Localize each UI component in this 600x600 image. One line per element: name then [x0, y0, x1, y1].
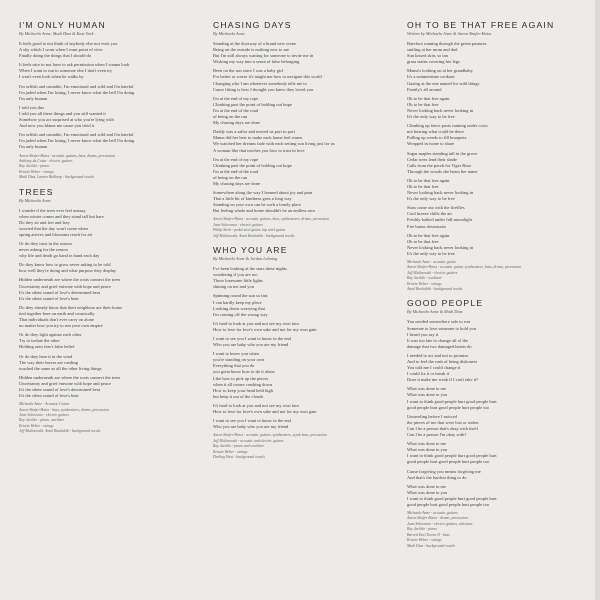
lyric-line: I'm at the end of my rope [213, 95, 259, 101]
lyric-line: I'm at the end of the road [213, 168, 259, 174]
lyric-line: It's the silent sound of love's determined beat [19, 386, 100, 392]
lyric-line: For better or worse it's taught me how to navigate this world [213, 74, 322, 80]
lyric-line: Or do they trust in the season [19, 241, 72, 246]
lyric-line: Mama did her best to make each home feel warm [213, 135, 302, 141]
lyric-line: I won't even look when he walks by [19, 74, 84, 80]
lyric-line: never asking for the reason [19, 247, 68, 253]
stanza [213, 321, 397, 333]
lyric-line: Oh to be that free again [407, 177, 450, 183]
lyric-line: I wonder if the trees ever feel uneasy [19, 207, 86, 213]
lyric-line: when it all comes crashing down [213, 381, 273, 387]
column-left [19, 14, 203, 440]
lyric-line: I want to know you when [213, 351, 259, 357]
lyric-line: Calls from the porch for Tiger Rose [407, 162, 472, 168]
credit-line: Amal Bouhabib - background vocals [407, 287, 463, 292]
lyric-line: Spinning round the sun so fast [213, 293, 268, 299]
column-middle [213, 14, 397, 465]
lyric-line: Can I be a person that's okay with itself [407, 425, 479, 431]
lyric-line: It's hard to look at you and not see my own face [213, 402, 300, 408]
stanza [407, 441, 591, 465]
credit-line: Ray Jacildo - piano, wurlitzer [19, 418, 65, 423]
lyric-line: the pieces of me that were lost or stolen [407, 419, 479, 425]
lyric-line: What was done to you [407, 392, 448, 398]
lyric-line: Wrapped in twine to share [407, 141, 455, 147]
credit-line: Philip Sterk - pedal steel guitar, lap steel guitar [213, 228, 286, 233]
lyric-line: Cool breeze chills the air [407, 211, 452, 217]
lyric-line: Never looking back never looking in [407, 107, 474, 113]
lyric-line: how well they're doing and what purpose they display [19, 268, 117, 274]
lyric-line: It's the silent sound of love's beat [19, 393, 79, 399]
lyric-line: Cause fitting is how I thought you knew they loved you [213, 86, 314, 92]
lyric-line: Daddy was a sailor and moved us port to port [213, 129, 295, 135]
lyric-line: Climbing past the point of holding out hope [213, 101, 292, 107]
lyric-line: I want to think good people hurt good people hurt [407, 398, 497, 404]
credit-line: Jeff Malinowski, Amal Bouhabib - background vocals [213, 233, 295, 238]
lyric-line: When I want to run to someone else I don't even try [19, 68, 113, 74]
stanza [407, 414, 591, 438]
musician-credits [19, 402, 203, 434]
stanza [213, 190, 397, 214]
musician-credits [19, 154, 203, 181]
lyric-line: Do they sit and fret and fray [19, 219, 70, 225]
credit-line: Kristin Weber - strings [19, 169, 54, 174]
lyric-line: I needed to act and not to promise [407, 352, 469, 358]
credit-line: Madi Diaz - background vocals [407, 543, 455, 548]
lyric-line: but keep it out of the clouds [213, 393, 264, 399]
lyric-line: Through the woods she hears her name [407, 168, 478, 174]
lyric-line: I'm only human [19, 144, 48, 150]
credit-line: Kristin Weber - strings [213, 449, 248, 454]
lyric-line: Been on the run since I was a baby girl [213, 68, 284, 74]
lyric-line: But I'm still always waiting for someone to invite me in [213, 53, 314, 59]
lyric-line: Everything that you do [213, 363, 255, 369]
musician-credits [407, 511, 591, 549]
page-edge [595, 0, 600, 600]
credit-line: Jeff Malinowski - acoustic and electric guitars [213, 438, 284, 443]
lyric-line: What was done to me [407, 386, 446, 392]
lyric-line: How to keep your head held high [213, 387, 273, 393]
stanza [407, 319, 591, 349]
lyric-line: Fire burns downstairs [407, 223, 446, 229]
lyric-line: Climbing past the point of holding out hope [213, 162, 292, 168]
stanza [19, 41, 203, 59]
lyric-line: It's the only way to be free [407, 114, 455, 120]
credit-line: Aaron Shafer-Haiss - acoustic guitar, synthesizers, bass, drums, percussion [407, 265, 522, 270]
lyric-line: Mama's looking on at her grandbaby [407, 68, 473, 74]
lyric-line: That a little bit of kindness goes a long way [213, 196, 292, 202]
credit-line: Juan Solorzano - electric guitars [213, 222, 263, 227]
stanza [213, 157, 397, 187]
credit-line: Ray Jacildo - piano [407, 527, 437, 532]
stanza [213, 293, 397, 317]
lyric-line: Those lonesome little lights [213, 278, 263, 284]
credit-line: Michaela Anne - acoustic guitars [407, 511, 458, 516]
lyric-line: Like how to pick up the pieces [213, 375, 269, 381]
lyric-line: But feeling whole and home shouldn't be an endless race [213, 208, 316, 214]
lyric-line: I want to see you I want to know in the end [213, 336, 291, 341]
stanza [213, 41, 397, 65]
lyric-line: I'm coming off the wrong way [213, 311, 268, 317]
lyric-line: I told you this [19, 104, 45, 110]
credit-line: Kristin Weber - strings [407, 281, 442, 286]
lyric-line: It's the only way to be free [407, 250, 455, 256]
lyric-line: What was done to you [407, 489, 448, 495]
lyric-line: I'm selfish and unstable, I'm emotional and wild and I'm hateful [19, 83, 134, 89]
lyric-line: Who you are baby who you are my friend [213, 424, 289, 430]
lyric-line: I'm at the end of the road [213, 107, 259, 113]
lyric-line: And to feel the rush of being dishonest [407, 359, 477, 364]
lyric-line: smiling at her mom and dad [407, 47, 458, 53]
stanza [19, 105, 203, 129]
lyric-line: It was too late to change all of the [407, 337, 468, 343]
lyric-line: What was done to me [407, 483, 446, 489]
stanza [19, 62, 203, 80]
song-title: WHO YOU ARE [213, 245, 288, 256]
credit-line: Ray Jacildo - piano and wurlitzer [213, 444, 265, 449]
lyric-line: no matter how you try to run your own empire [19, 323, 103, 329]
musician-credits [213, 433, 397, 460]
lyric-line: Looking down worrying that [213, 305, 265, 311]
lyric-line: Hidden underneath are where the roots connect the trees [19, 277, 121, 283]
lyric-line: Wishing my way into a sense of false belonging [213, 59, 300, 65]
lyric-line: I'm jaded when I'm losing, I never know what the hell I'm doing [19, 89, 135, 95]
lyric-line: Barefoot running through the green pastures [407, 41, 487, 46]
song-credits-authors: By Michaela Anne, Madi Diaz & Kate York [19, 31, 94, 36]
song-title: CHASING DAYS [213, 20, 292, 30]
stanza [407, 233, 591, 257]
credit-line: Jeff Malinowski - electric guitars [407, 270, 458, 275]
lyric-line: It's hard to look at you and not see my own face [213, 320, 300, 326]
lyric-line: We watched her dreams fade with each setting sun living just for us [213, 141, 335, 147]
credit-line: Aaron Shafer-Haiss - acoustic guitars, synthesizers, synth bass, percussion [213, 433, 327, 438]
song-title: OH TO BE THAT FREE AGAIN [407, 20, 555, 30]
lyric-line: Pulling up weeds to fill bouquets [407, 135, 467, 141]
lyric-line: Freshly bathed under full moonlight [407, 217, 472, 223]
stanza [407, 123, 591, 147]
lyric-line: of being on the run [213, 174, 248, 180]
lyric-line: I told you all these things and you still wanted it [19, 110, 106, 116]
lyric-line: How to love for love's own sake and not for my own gain [213, 326, 317, 332]
lyric-line: It's a summertime cookout [407, 74, 455, 80]
credit-line: Madi Diaz, Lauren Balthrop - background vocals [19, 175, 94, 180]
credit-line: Kristin Weber - strings [407, 538, 442, 543]
song-credits-authors: By Michaela Anne & Jordan Lehning [213, 256, 278, 262]
lyric-line: The way their leaves are rustling [19, 359, 78, 365]
lyric-line: Unraveling before I noticed [407, 413, 457, 419]
lyric-line: Who you are baby who you are my friend [213, 342, 289, 348]
lyric-line: Standing on your own can be such a lonely place [213, 202, 302, 208]
lyric-line: Sugar maples standing tall in the grove [407, 150, 478, 156]
song-block [407, 20, 591, 292]
song-block [213, 245, 397, 460]
lyric-line: when winter comes and they stand tall but bare [19, 213, 104, 219]
stanza [407, 484, 591, 508]
stanza [19, 375, 203, 399]
lyric-line: Oh to be that free [407, 183, 439, 189]
song-title: GOOD PEOPLE [407, 298, 484, 309]
lyric-line: I can hardly keep my place [213, 299, 262, 305]
lyric-line: My chasing days are done [213, 180, 260, 186]
credit-line: Michaela Anne - acoustic guitar [407, 260, 457, 264]
stanza [407, 41, 591, 65]
song-credits-authors: By Michaela Anne [213, 31, 245, 36]
credit-line: Kristin Weber - strings [19, 423, 54, 428]
lyric-line: My chasing days are done [213, 120, 260, 126]
song-credits-authors: By Michaela Anne & Madi Diaz [407, 309, 463, 315]
lyric-line: That individuals don't ever carry on alone [19, 317, 95, 323]
lyric-line: And that's the hardest thing to do [407, 474, 467, 480]
lyric-line: I could fix it or break it [407, 371, 449, 377]
stanza [407, 151, 591, 175]
lyric-line: Being on the outside is nothing new to me [213, 47, 289, 53]
lyric-line: Do they know how to grow never asking to be told [19, 262, 111, 268]
stanza [19, 262, 203, 274]
lyric-line: Cedar trees lend their shade [407, 156, 457, 162]
lyric-line: Oh to be that free again [407, 95, 450, 101]
lyric-line: Somehow you act surprised at who you're lying with [19, 117, 114, 123]
song-block [407, 298, 591, 548]
column-right [407, 14, 591, 554]
lyric-line: Uncertainty and grief entwine with hope and peace [19, 283, 111, 289]
credit-line: Jeff Malinowski, Amal Bouhabib - background vocals [19, 429, 101, 434]
lyric-line: Oh to be that free [407, 238, 439, 244]
lyric-line: And now you blame me cause you tried it [19, 123, 95, 129]
credit-line: Juan Solorzano - electric guitars [19, 412, 69, 417]
song-credits-authors: Written by Michaela Anne & Aaron Shafer-Haiss [407, 31, 492, 36]
stanza [407, 96, 591, 120]
lyric-line: shining on me and you [213, 284, 254, 290]
lyric-line: Somewhere along the way I learned about joy and pain [213, 190, 313, 196]
lyric-line: What was done to me [407, 441, 446, 447]
credit-line: Darling West - background vocals [213, 454, 265, 459]
stanza [19, 132, 203, 150]
credit-line: Aaron Shafer-Haiss - drums, percussion [407, 516, 468, 521]
lyric-line: Does it make me weak if I can't take it? [407, 377, 479, 383]
credit-line: Juan Solorzano - electric guitars, sidewaze [407, 521, 473, 526]
stanza [19, 84, 203, 102]
stanza [19, 241, 203, 259]
lyric-line: Do they already know that their neighbors are their home [19, 304, 123, 310]
stanza [19, 332, 203, 350]
lyric-line: why life and death go hand in hand each day [19, 253, 100, 259]
lyric-line: good people hurt good people hurt people too [407, 501, 490, 507]
lyric-line: I'm only human [19, 95, 48, 101]
lyric-line: touched the same as all the other living things [19, 365, 102, 371]
stanza [19, 277, 203, 301]
stanza [213, 403, 397, 415]
stanza [213, 68, 397, 92]
lyric-line: I want to see you I want to know in the end [213, 418, 291, 424]
lyric-line: Uncertainty and grief entwine with hope and peace [19, 380, 111, 386]
credit-line: Michaela Anne - Acoustic Guitar [19, 402, 70, 407]
stanza [213, 266, 397, 290]
lyric-line: I want to think good people hurt good people hurt [407, 495, 497, 501]
lyric-line: Changing who I am whenever somebody tells me to [213, 80, 307, 86]
lyric-line: wondering if you are too [213, 272, 258, 278]
lyric-line: Climbing up fence posts running under cows [407, 123, 488, 129]
lyric-line: It feels nice to not have to ask permission when I wanna look [19, 62, 130, 68]
lyric-line: I'm jaded when I'm losing, I never know what the hell I'm doing [19, 138, 135, 144]
lyric-line: Or do they fight against each other [19, 332, 82, 338]
song-title: TREES [19, 186, 54, 197]
lyric-line: Gazing at the one named for wild things [407, 80, 480, 86]
lyric-line: A sky which I wont when I want point of view [19, 47, 103, 53]
credit-line: Aaron Shafer-Haiss - acoustic guitars, bass, synthesizers, drums, percussion [213, 217, 330, 222]
lyric-line: spring arrives and blossoms reach for air [19, 231, 93, 237]
credit-line: Aaron Shafer-Haiss - bass, synthesizers, drums, percussion [19, 407, 109, 412]
lyric-line: Try to isolate the other [19, 338, 60, 344]
lyric-line: good people hurt good people hurt people too [407, 404, 490, 410]
stanza [407, 68, 591, 92]
musician-credits [213, 217, 397, 239]
lyric-line: Holding onto fear's false belief [19, 344, 75, 350]
lyric-line: Hidden underneath are where the roots connect the trees [19, 374, 121, 380]
credit-line: Anthony da Costa - electric guitars [19, 158, 73, 163]
credit-line: Aaron Shafer-Haiss - acoustic guitars, bass, drums, percussion [19, 153, 115, 158]
stanza [213, 351, 397, 400]
stanza [213, 96, 397, 126]
lyric-line: grass stains covering her legs [407, 59, 460, 65]
song-credits-authors: By Michaela Anne [19, 197, 51, 203]
lyric-line: Finally doing the things that I should do [19, 53, 92, 59]
credit-line: Ray Jacildo - piano [19, 164, 49, 169]
lyric-line: It's the silent sound of love's determined beat [19, 289, 100, 295]
lyric-line: How to love for love's own sake and not for my own gain [213, 409, 317, 415]
lyric-line: tied together here on earth and cosmically [19, 310, 95, 316]
lyric-line: You needed somewhere safe to run [407, 319, 470, 325]
lyric-line: What was done to you [407, 447, 448, 453]
credit-line: Ray Jacildo - wurlitzer [407, 276, 442, 281]
stanza [407, 469, 591, 481]
lyric-line: I heard you say it [407, 331, 439, 337]
stanza [213, 418, 397, 430]
lyric-line: You told me I could change it [407, 365, 461, 371]
lyric-line: worried that the day won't come when [19, 225, 88, 231]
lyric-line: Stars come out with the fireflies [407, 205, 465, 211]
lyric-line: Oh to be that free again [407, 232, 450, 238]
lyric-line: Never looking back never looking in [407, 244, 474, 250]
lyric-line: I'm selfish and unstable, I'm emotional and wild and I'm hateful [19, 132, 134, 138]
lyric-line: you gotta know how to do it alone [213, 369, 275, 375]
stanza [213, 336, 397, 348]
song-title: I'M ONLY HUMAN [19, 20, 106, 30]
lyric-line: Someone to love someone to hold you [407, 325, 476, 331]
lyric-line: not hearing what could be there [407, 129, 464, 135]
lyric-line: It's the silent sound of love's beat [19, 295, 79, 301]
lyric-line: Never looking back never looking in [407, 190, 474, 196]
musician-credits [407, 260, 591, 292]
lyric-line: Or do they hear it in the wind [19, 353, 73, 359]
stanza [407, 386, 591, 410]
credit-line: Barrett Earl Towne II - bass [407, 532, 450, 537]
stanza [19, 305, 203, 329]
lyric-line: Oh to be that free [407, 101, 439, 107]
stanza [19, 354, 203, 372]
lyric-line: I'm at the end of my rope [213, 156, 259, 162]
stanza [19, 208, 203, 238]
lyric-line: A woman like that teaches you how to trust in love [213, 147, 305, 153]
lyric-line: damage that two damaged hearts do [407, 343, 472, 349]
stanza [407, 353, 591, 383]
stanza [407, 205, 591, 229]
song-block [19, 20, 203, 181]
lyric-line: Can I be a person I'm okay with? [407, 432, 467, 438]
lyric-line: I've been looking at the stars these nights [213, 266, 287, 272]
lyric-line: It feels good to not think of anybody else not even you [19, 41, 118, 46]
song-block [213, 20, 397, 239]
lyric-line: Sun kissed skin, so tan [407, 53, 448, 59]
lyric-line: of being on the run [213, 114, 248, 120]
stanza [407, 178, 591, 202]
lyric-line: you're standing on your own [213, 357, 265, 363]
lyric-line: I want to think good people hurt good people hurt [407, 453, 497, 459]
lyric-line: Family's all around [407, 86, 442, 92]
lyric-line: Standing at the doorway of a brand new scene [213, 41, 296, 46]
lyric-line: Cause forgiving you means forgiving me [407, 468, 481, 474]
song-block [19, 187, 203, 435]
lyric-line: It's the only way to be free [407, 196, 455, 202]
lyric-line: good people hurt good people hurt people too [407, 459, 490, 465]
stanza [213, 129, 397, 153]
